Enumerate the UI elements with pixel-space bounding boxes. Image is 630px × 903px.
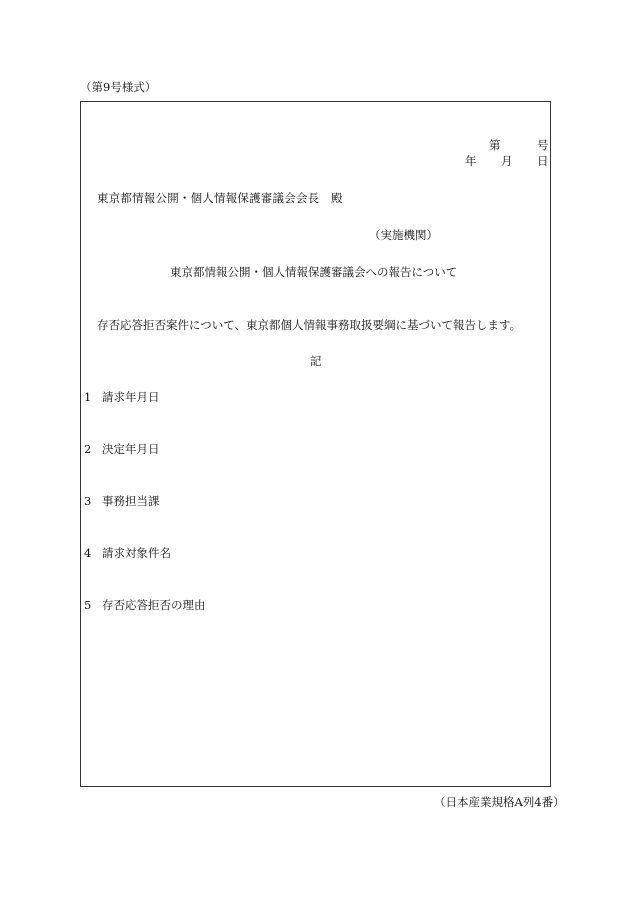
- list-item-label: 存否応答拒否の理由: [102, 598, 206, 612]
- form-number-label: （第9号様式）: [80, 80, 157, 94]
- list-item-responsible-section: [84, 496, 160, 508]
- list-item-request-date: [84, 392, 160, 404]
- list-item-label: 請求対象件名: [102, 546, 171, 560]
- list-item-refusal-reason: [84, 600, 206, 612]
- date-day-label: 日: [537, 154, 549, 168]
- date-year-label: 年: [465, 154, 477, 168]
- list-item-number: 4: [84, 546, 92, 560]
- list-item-number: 2: [84, 442, 92, 456]
- date-month-label: 月: [501, 154, 513, 168]
- list-item-number: 3: [84, 494, 92, 508]
- document-number-label: 第: [489, 138, 501, 152]
- report-subject: 東京都情報公開・個人情報保護審議会への報告について: [170, 265, 458, 279]
- addressee-line: 東京都情報公開・個人情報保護審議会会長 殿: [97, 191, 343, 205]
- list-item-label: 請求年月日: [102, 390, 160, 404]
- list-item-label: 決定年月日: [102, 442, 160, 456]
- list-item-decision-date: [84, 444, 160, 456]
- report-body-text: 存否応答拒否案件について、東京都個人情報事務取扱要綱に基づいて報告します。: [97, 318, 522, 332]
- list-item-label: 事務担当課: [102, 494, 160, 508]
- list-item-number: 1: [84, 390, 92, 404]
- ki-heading: 記: [310, 354, 322, 368]
- list-item-request-subject: [84, 548, 171, 560]
- document-number-suffix: 号: [537, 138, 549, 152]
- paper-size-note: （日本産業規格A列4番）: [434, 795, 565, 809]
- implementing-agency-label: （実施機関）: [369, 228, 438, 242]
- list-item-number: 5: [84, 598, 92, 612]
